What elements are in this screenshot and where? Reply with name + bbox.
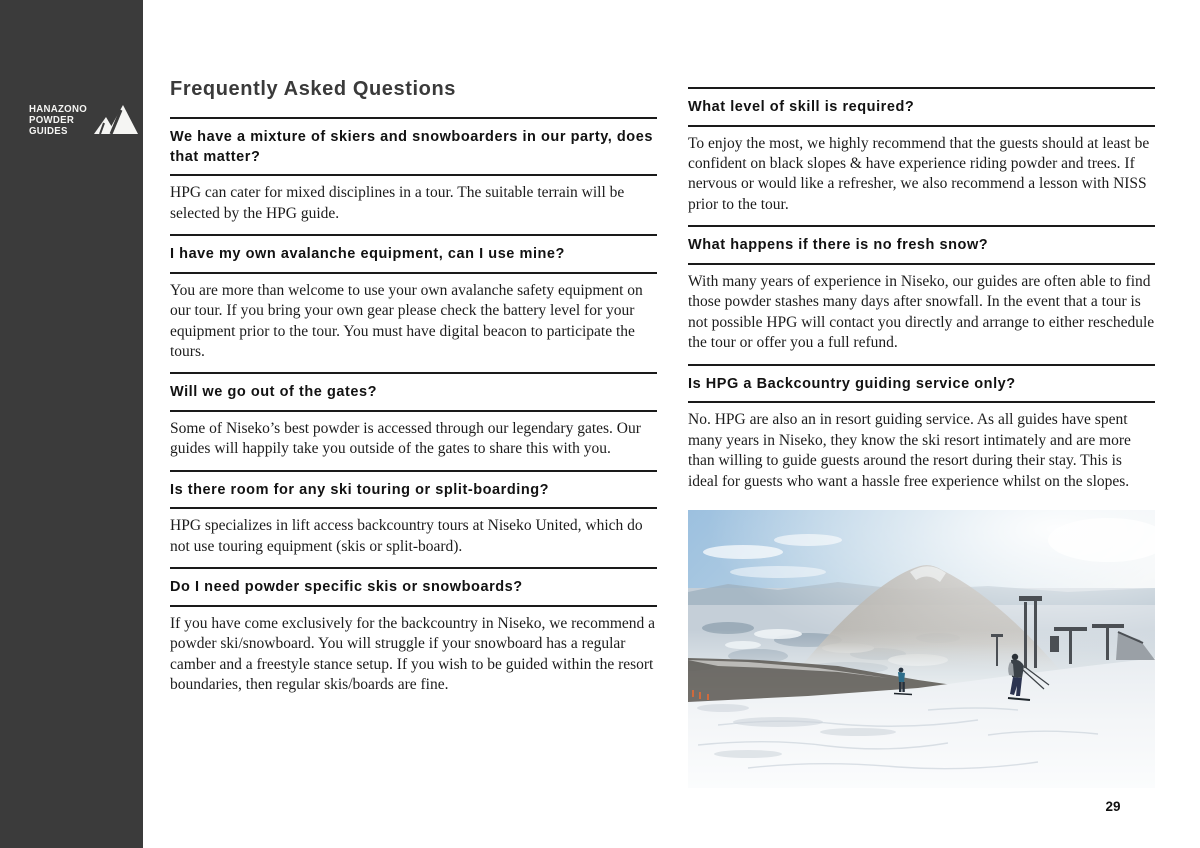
faq-question: Is there room for any ski touring or split-boarding?	[170, 481, 550, 498]
faq-question: I have my own avalanche equipment, can I use mine?	[170, 246, 565, 263]
faq-question: What level of skill is required?	[688, 99, 915, 115]
logo-wordmark	[29, 104, 87, 136]
hpg-logo	[29, 104, 138, 137]
faq-question: Do I need powder specific skis or snowboards?	[170, 579, 523, 596]
sidebar	[0, 0, 143, 848]
logo-line-1: HANAZONO	[29, 103, 88, 115]
faq-column-left	[170, 0, 657, 706]
page-number: 29	[1105, 799, 1121, 814]
faq-question: What happens if there is no fresh snow?	[688, 237, 989, 254]
faq-answer: With many years of experience in Niseko, our guides are often able to find those powder stashes many days after snowfall. In the event that a tour is not possible HPG will contact you directly and arrange to either reschedule the tour or offer you a full refund.	[688, 272, 1155, 352]
faq-question: Will we go out of the gates?	[170, 384, 377, 401]
faq-question: We have a mixture of skiers and snowboarders in our party, does that matter?	[170, 129, 653, 165]
faq-answer: You are more than welcome to use your own avalanche safety equipment on our tour. If you bring your own gear please check the battery level for your equipment prior to the tour. You must have digital beacon to participate the tours.	[170, 281, 643, 360]
logo-line-3: GUIDES	[29, 124, 68, 137]
mountain-logo-icon	[94, 101, 138, 137]
faq-answer: HPG specializes in lift access backcountry tours at Niseko United, which do not use touring equipment (skis or split-board).	[170, 517, 643, 555]
faq-answer: HPG can cater for mixed disciplines in a tour. The suitable terrain will be selected by the HPG guide.	[170, 184, 625, 222]
faq-answer: If you have come exclusively for the backcountry in Niseko, we recommend a powder ski/snowboard. You will struggle if your snowboard has a regular camber and a freestyle stance setup. If you wish to be guided within the resort boundaries, then regular skis/boards are fine.	[170, 614, 656, 694]
faq-answer: Some of Niseko’s best powder is accessed through our legendary gates. Our guides will happily take you outside of the gates to share this with you.	[170, 419, 641, 458]
faq-answer: To enjoy the most, we highly recommend that the guests should at least be confident on black slopes & have experience riding powder and trees. If nervous or would like a refresher, we also recommend a lesson with NISS prior to the tour.	[688, 134, 1150, 213]
logo-line-2: POWDER	[29, 113, 75, 126]
faq-question: Is HPG a Backcountry guiding service only?	[688, 375, 1016, 392]
faq-answer: No. HPG are also an in resort guiding service. As all guides have spent many years in Niseko, they know the ski resort intimately and are more than willing to guide guests around the resort during their stay. This is ideal for guests who want a hassle free experience whilst on the slopes.	[688, 411, 1131, 490]
page-title: Frequently Asked Questions	[170, 78, 457, 100]
faq-column-right	[688, 0, 1155, 788]
ski-slope-photo	[688, 510, 1155, 788]
